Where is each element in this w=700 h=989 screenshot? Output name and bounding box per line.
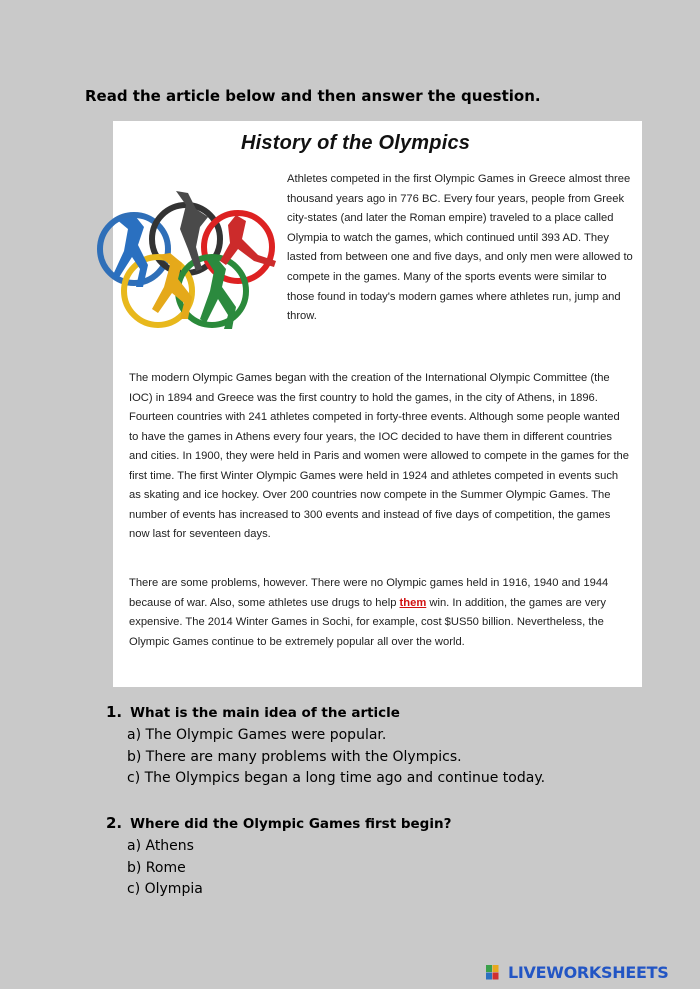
question-2-number: 2. <box>106 814 123 832</box>
question-1-text: What is the main idea of the article <box>130 705 400 721</box>
article-paragraph-1: Athletes competed in the first Olympic Games in Greece almost three thousand years ago in 776 BC. Every four years, people from Greek city-states (and later the Roman empire) traveled to a place called Olympia to watch the games, which continued until 393 AD. They lasted from between one and five days, and only men were allowed to compete in the games. Many of the sports events were similar to those found in today's modern games where athletes run, jump and throw. <box>287 173 633 323</box>
article-panel <box>113 121 642 687</box>
liveworksheets-logo-icon <box>486 965 505 980</box>
article-paragraph-2: The modern Olympic Games began with the creation of the International Olympic Committee (the IOC) in 1894 and Greece was the first country to hold the games, in the city of Athens, in 1896. Fourteen countries with 241 athletes competed in forty-three events. Although some people wanted to have the games in Athens every four years, the IOC decided to have them in different countries and cities. In 1900, they were held in Paris and women were allowed to compete in the games for the first time. The first Winter Olympic Games were held in 1924 and athletes competed in events such as skating and ice hockey. Over 200 countries now compete in the Summer Olympic Games. The number of events has increased to 300 events and instead of five days of competition, the games now last for seventeen days. <box>129 372 629 540</box>
question-2-option-c[interactable]: c) Olympia <box>127 881 203 897</box>
brand-name: LIVEWORKSHEETS <box>508 963 669 982</box>
question-1-number: 1. <box>106 703 123 721</box>
paragraph-3-text-after: win. In addition, the games are very expensive. The 2014 Winter Games in Sochi, for example, cost $US50 billion. Nevertheless, the Olympic Games continue to be extremely popular all over the world. <box>129 596 606 648</box>
question-2-options <box>127 836 451 901</box>
highlighted-word-them: them <box>399 596 427 609</box>
question-2-option-a[interactable]: a) Athens <box>127 838 194 854</box>
question-1-option-c[interactable]: c) The Olympics began a long time ago and continue today. <box>127 770 546 786</box>
question-1-option-a[interactable]: a) The Olympic Games were popular. <box>127 727 387 743</box>
liveworksheets-brand <box>486 963 668 982</box>
article-paragraph-3 <box>129 574 629 652</box>
question-2-text: Where did the Olympic Games first begin? <box>130 816 452 832</box>
paragraph-3-text-before: There are some problems, however. There were no Olympic games held in 1916, 1940 and 1944 because of war. Also, some athletes use drugs to help <box>129 577 609 609</box>
question-1-options <box>127 725 545 790</box>
question-2 <box>106 814 451 901</box>
question-2-option-b[interactable]: b) Rome <box>127 859 186 876</box>
article-title: History of the Olympics <box>241 132 471 154</box>
question-1-title <box>106 703 545 721</box>
question-1 <box>106 703 545 790</box>
olympic-rings-athletes-image <box>88 169 298 369</box>
question-1-option-b[interactable]: b) There are many problems with the Olympics. <box>127 748 462 765</box>
question-2-title <box>106 814 451 832</box>
instruction-heading: Read the article below and then answer the question. <box>85 87 541 105</box>
